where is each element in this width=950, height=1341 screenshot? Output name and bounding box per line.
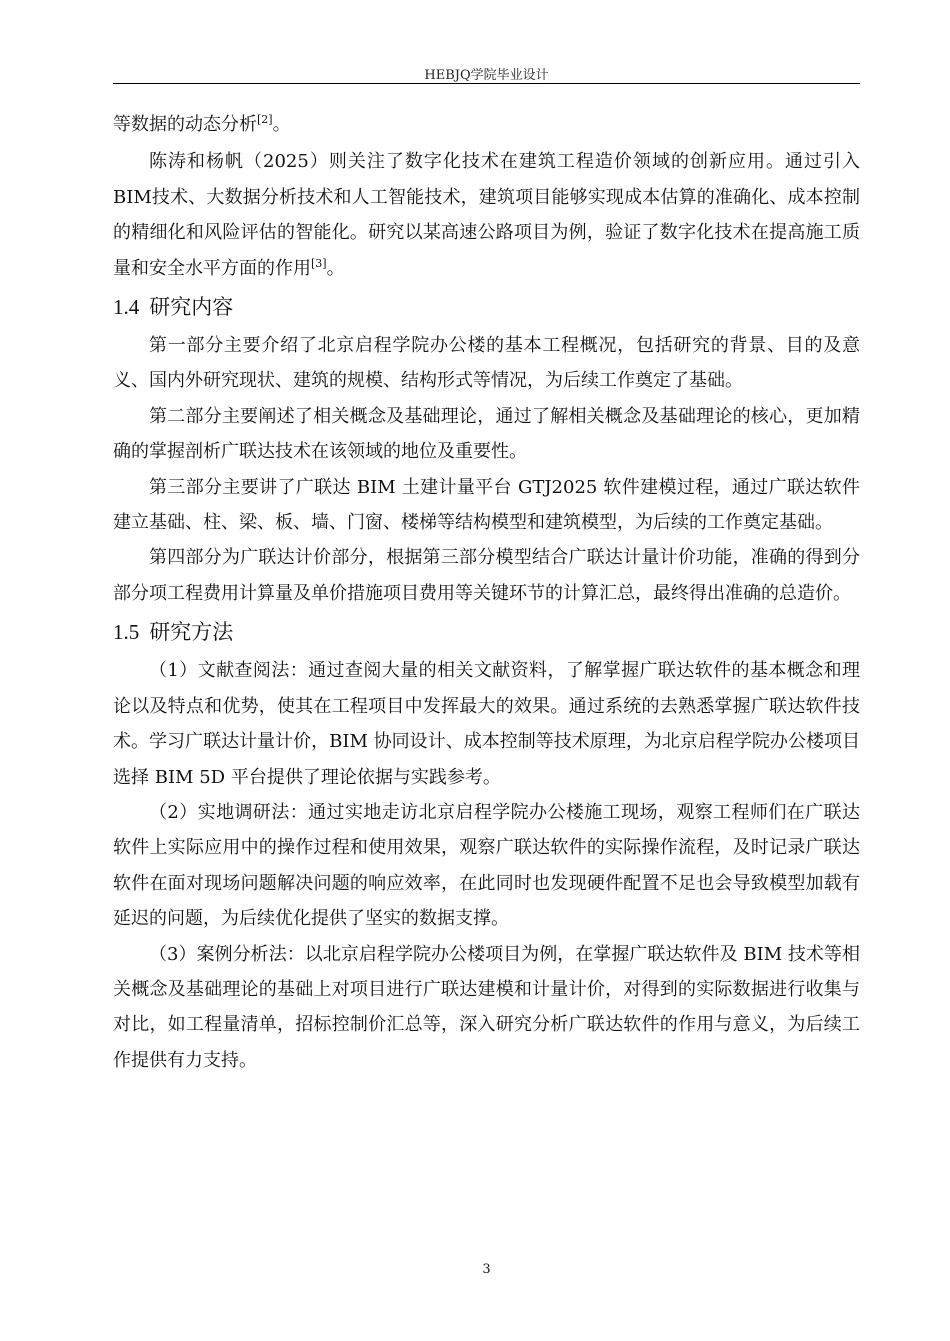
section-number: 1.5 xyxy=(113,620,140,645)
paragraph-continuation xyxy=(113,107,860,142)
paragraph-method-literature: （1）文献查阅法：通过查阅大量的相关文献资料，了解掌握广联达软件的基本概念和理论以及特点和优势，使其在工程项目中发挥最大的效果。通过系统的去熟悉掌握广联达软件技术。学习广联达计量计价，BIM 协同设计、成本控制等技术原理，为北京启程学院办公楼项目选择 BIM 5D 平台提供了理论依据与实践参考。 xyxy=(113,660,860,788)
citation-ref: [2] xyxy=(257,113,273,126)
paragraph-literature xyxy=(113,144,860,286)
paragraph-tail: 。 xyxy=(326,257,345,279)
section-number: 1.4 xyxy=(113,295,140,320)
paragraph-text: 陈涛和杨帆（2025）则关注了数字化技术在建筑工程造价领域的创新应用。通过引入BIM技术、大数据分析技术和人工智能技术，建筑项目能够实现成本估算的准确化、成本控制的精细化和风险评估的智能化。研究以某高速公路项目为例，验证了数字化技术在提高施工质量和安全水平方面的作用 xyxy=(113,151,860,279)
section-heading-1-5 xyxy=(113,614,860,650)
paragraph-method-fieldwork: （2）实地调研法：通过实地走访北京启程学院办公楼施工现场，观察工程师们在广联达软件上实际应用中的操作过程和使用效果，观察广联达软件的实际操作流程，及时记录广联达软件在面对现场问题解决问题的响应效率，在此同时也发现硬件配置不足也会导致模型加载有延迟的问题，为后续优化提供了坚实的数据支撑。 xyxy=(113,801,860,930)
page-number: 3 xyxy=(482,1262,491,1277)
header-divider xyxy=(113,83,860,84)
section-title: 研究内容 xyxy=(149,295,234,320)
page-header: HEBJQ学院毕业设计 xyxy=(424,68,549,83)
paragraph-part-three: 第三部分主要讲了广联达 BIM 土建计量平台 GTJ2025 软件建模过程，通过广联达软件建立基础、柱、梁、板、墙、门窗、楼梯等结构模型和建筑模型，为后续的工作奠定基础。 xyxy=(113,476,860,534)
document-body xyxy=(113,107,860,1078)
paragraph-method-case-study: （3）案例分析法：以北京启程学院办公楼项目为例，在掌握广联达软件及 BIM 技术等相关概念及基础理论的基础上对项目进行广联达建模和计量计价，对得到的实际数据进行收集与对比，如工程量清单，招标控制价汇总等，深入研究分析广联达软件的作用与意义，为后续工作提供有力支持。 xyxy=(113,943,860,1071)
paragraph-part-four: 第四部分为广联达计价部分，根据第三部分模型结合广联达计量计价功能，准确的得到分部分项工程费用计算量及单价措施项目费用等关键环节的计算汇总，最终得出准确的总造价。 xyxy=(113,547,860,604)
paragraph-tail: 。 xyxy=(272,114,291,135)
section-title: 研究方法 xyxy=(149,620,234,645)
paragraph-part-one: 第一部分主要介绍了北京启程学院办公楼的基本工程概况，包括研究的背景、目的及意义、国内外研究现状、建筑的规模、结构形式等情况，为后续工作奠定了基础。 xyxy=(113,335,860,392)
paragraph-part-two: 第二部分主要阐述了相关概念及基础理论，通过了解相关概念及基础理论的核心，更加精确的掌握剖析广联达技术在该领域的地位及重要性。 xyxy=(113,405,860,463)
citation-ref: [3] xyxy=(311,256,327,270)
paragraph-text: 等数据的动态分析 xyxy=(113,114,257,135)
section-heading-1-4 xyxy=(113,289,860,325)
